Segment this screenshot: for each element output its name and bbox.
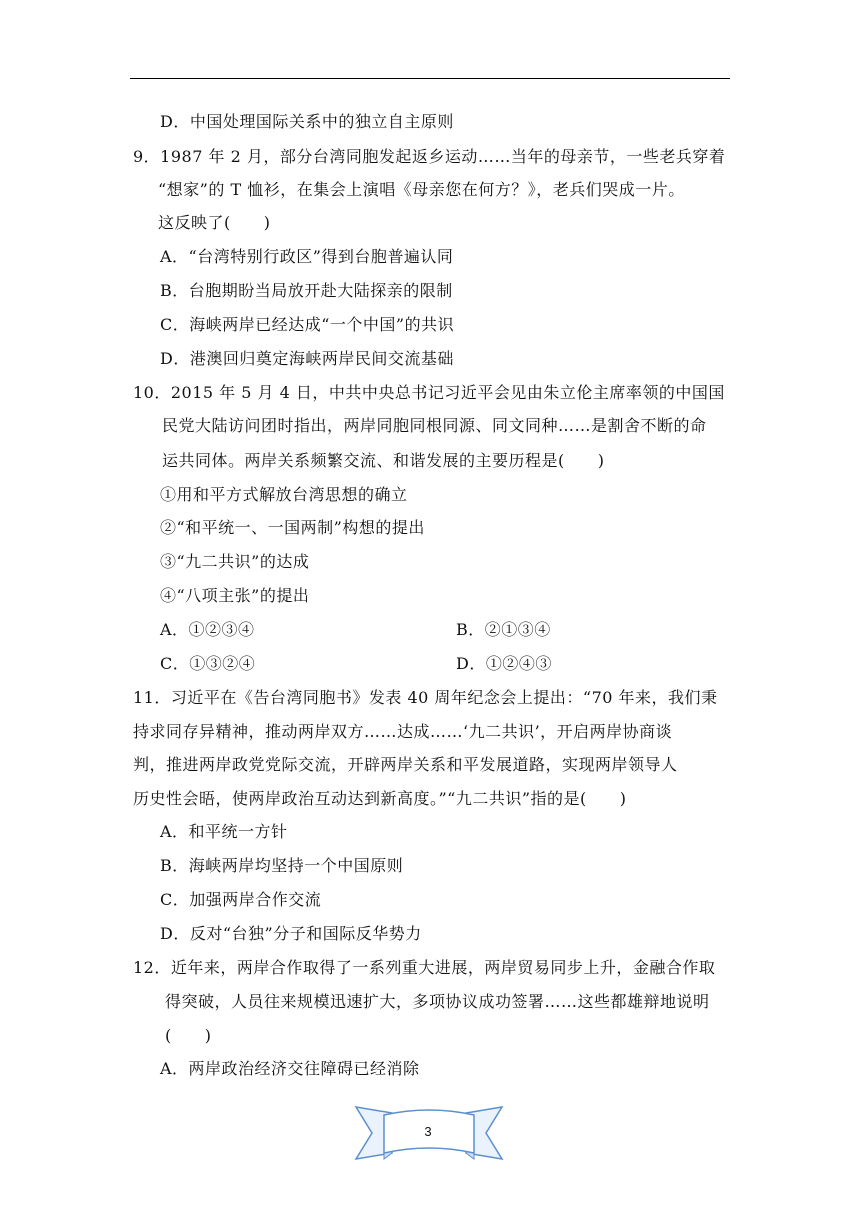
q11-stem-line4: 历史性会晤，使两岸政治互动达到新高度。”“九二共识”指的是( ) — [133, 789, 627, 808]
q11-stem-line3: 判，推进两岸政党党际交流，开辟两岸关系和平发展道路，实现两岸领导人 — [133, 755, 678, 774]
q11-option-a: A．和平统一方针 — [160, 822, 288, 841]
q10-option-c: C．①③②④ — [160, 654, 256, 673]
page-number: 3 — [424, 1124, 432, 1139]
q10-item-2: ②“和平统一、一国两制”构想的提出 — [160, 518, 425, 537]
q10-item-3: ③“九二共识”的达成 — [160, 552, 310, 571]
q12-option-a: A．两岸政治经济交往障碍已经消除 — [160, 1059, 420, 1078]
q9-stem-line2: “想家”的 T 恤衫，在集会上演唱《母亲您在何方？》，老兵们哭成一片。 — [158, 180, 685, 199]
q11-option-b: B．海峡两岸均坚持一个中国原则 — [160, 856, 404, 875]
q10-option-d: D．①②④③ — [456, 654, 552, 673]
q10-option-b: B．②①③④ — [456, 620, 551, 639]
q9-stem-line3: 这反映了( ) — [158, 213, 271, 232]
q12-stem-line2: 得突破，人员往来规模迅速扩大，多项协议成功签署……这些都雄辩地说明 — [165, 992, 710, 1011]
q10-item-4: ④“八项主张”的提出 — [160, 586, 310, 605]
header-rule — [130, 78, 730, 79]
q10-stem-line1: 10．2015 年 5 月 4 日，中共中央总书记习近平会见由朱立伦主席率领的中国国 — [133, 383, 725, 402]
q9-option-d: D．港澳回归奠定海峡两岸民间交流基础 — [160, 349, 454, 368]
q11-stem-line2: 持求同存异精神，推动两岸双方……达成……‘九二共识’，开启两岸协商谈 — [133, 722, 673, 741]
q12-stem-line1: 12．近年来，两岸合作取得了一系列重大进展，两岸贸易同步上升，金融合作取 — [133, 958, 716, 977]
q10-option-a: A．①②③④ — [160, 620, 255, 639]
q9-option-a: A．“台湾特别行政区”得到台胞普遍认同 — [160, 247, 454, 266]
q11-option-c: C．加强两岸合作交流 — [160, 890, 322, 909]
q9-stem-line1: 9．1987 年 2 月，部分台湾同胞发起返乡运动……当年的母亲节，一些老兵穿着 — [133, 147, 726, 166]
q11-stem-line1: 11．习近平在《告台湾同胞书》发表 40 周年纪念会上提出：“70 年来，我们秉 — [133, 688, 718, 707]
q8-option-d: D．中国处理国际关系中的独立自主原则 — [160, 112, 454, 131]
q9-option-c: C．海峡两岸已经达成“一个中国”的共识 — [160, 315, 455, 334]
q9-option-b: B．台胞期盼当局放开赴大陆探亲的限制 — [160, 281, 453, 300]
q12-stem-line3: ( ) — [165, 1026, 212, 1045]
q11-option-d: D．反对“台独”分子和国际反华势力 — [160, 924, 422, 943]
q10-item-1: ①用和平方式解放台湾思想的确立 — [160, 485, 408, 504]
q10-stem-line2: 民党大陆访问团时指出，两岸同胞同根同源、同文同种……是割舍不断的命 — [162, 416, 707, 435]
q10-stem-line3: 运共同体。两岸关系频繁交流、和谐发展的主要历程是( ) — [162, 451, 605, 470]
